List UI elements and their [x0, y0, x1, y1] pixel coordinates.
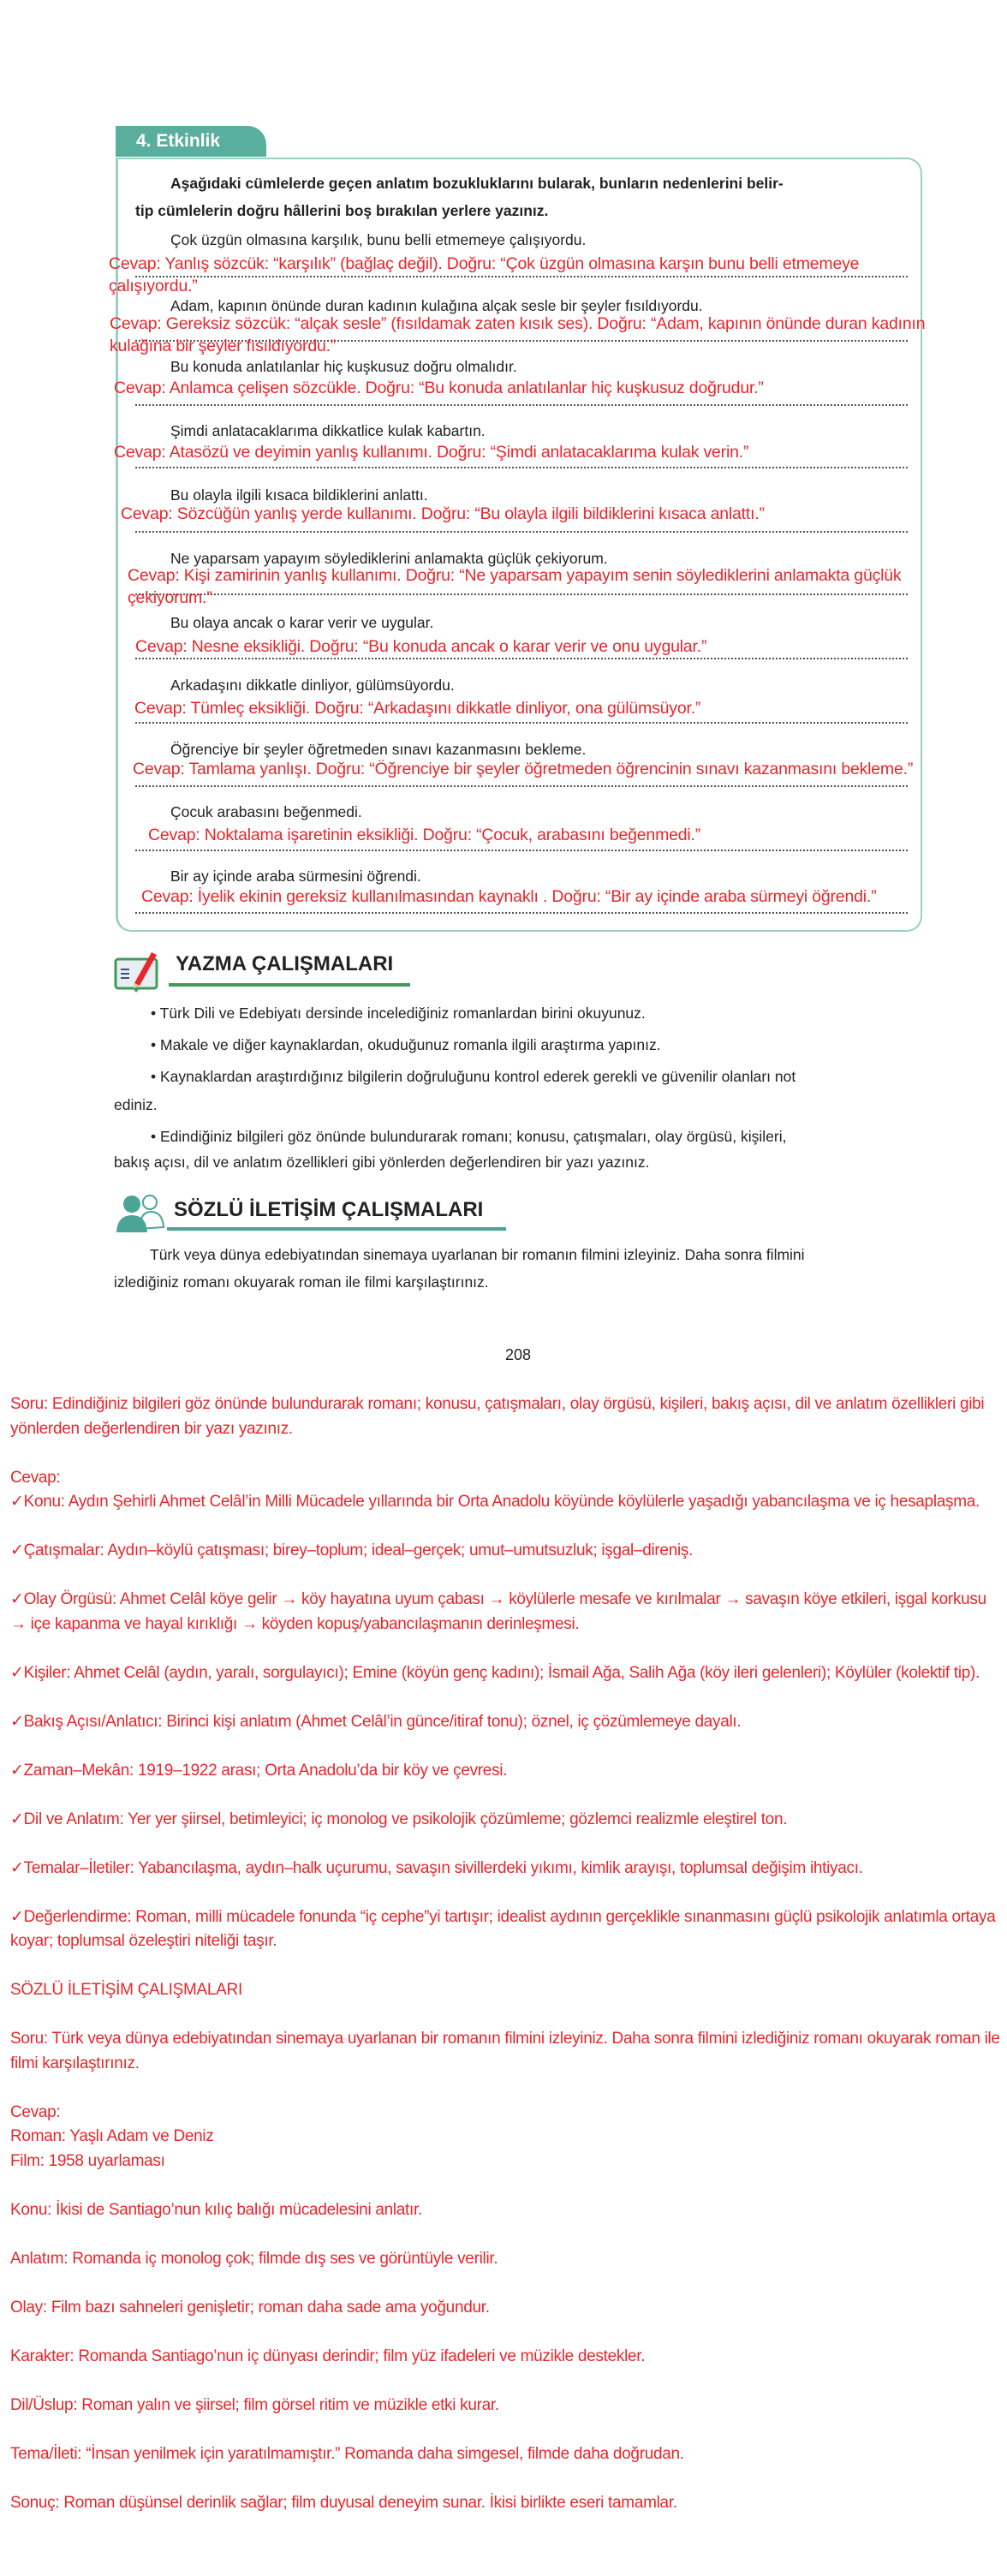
activity-answer-cont: çalışıyordu.”	[109, 277, 198, 295]
writing-answer-point: ✓Dil ve Anlatım: Yer yer şiirsel, betimleyici; iç monolog ve psikolojik çözümleme; gözlemci realizmle eleştirel ton.	[10, 1810, 788, 1828]
answer-dotted-line	[135, 722, 908, 724]
activity-answer: Cevap: Yanlış sözcük: “karşılık” (bağlaç değil). Doğru: “Çok üzgün olmasına karşın bunu belli etmemeye	[109, 254, 860, 273]
novel-name: Roman: Yaşlı Adam ve Deniz	[10, 2127, 214, 2145]
activity-answer: Cevap: Sözcüğün yanlış yerde kullanımı. Doğru: “Bu olayla ilgili bildiklerini kısaca anlattı.”	[121, 504, 765, 523]
activity-tab: 4. Etkinlik	[116, 126, 266, 157]
speaking-question: Soru: Türk veya dünya edebiyatından sinemaya uyarlanan bir romanın filmini izleyiniz. Daha sonra filmini izlediğiniz romanı okuyarak roman ile filmi karşılaştırınız.	[10, 2030, 1000, 2072]
speaking-text: izlediğiniz romanı okuyarak roman ile filmi karşılaştırınız.	[114, 1273, 489, 1291]
answer-dotted-line	[135, 593, 908, 595]
writing-title: YAZMA ÇALIŞMALARI	[176, 952, 394, 975]
activity-sentence: Çok üzgün olmasına karşılık, bunu belli etmemeye çalışıyordu.	[170, 231, 587, 248]
speaking-cevap-label: Cevap:	[10, 2102, 61, 2121]
activity-sentence: Öğrenciye bir şeyler öğretmeden sınavı kazanmasını bekleme.	[170, 741, 587, 758]
activity-answer-cont: kulağına bir şeyler fısıldıyordu.”	[110, 337, 337, 355]
comparison-point: Olay: Film bazı sahneleri genişletir; roman daha sade ama yoğundur.	[10, 2298, 490, 2317]
activity-answer-cont: çekiyorum.”	[128, 588, 212, 607]
speaking-title-underline	[167, 1227, 506, 1231]
speaking-text: Türk veya dünya edebiyatından sinemaya uyarlanan bir romanın filmini izleyiniz. Daha sonra filmini	[150, 1246, 805, 1263]
book-pencil-icon	[114, 949, 162, 993]
activity-sentence: Çocuk arabasını beğenmedi.	[170, 803, 362, 820]
writing-bullet: • Kaynaklardan araştırdığınız bilgilerin doğruluğunu kontrol ederek gerekli ve güvenilir olanları not	[151, 1068, 796, 1085]
activity-answer: Cevap: Gereksiz sözcük: “alçak sesle” (fısıldamak zaten kısık ses). Doğru: “Adam, kapının önünde duran kadının	[110, 314, 926, 333]
writing-answer-point: ✓Bakış Açısı/Anlatıcı: Birinci kişi anlatım (Ahmet Celâl’in günce/itiraf tonu); öznel, iç çözümlemeye dayalı.	[10, 1712, 742, 1731]
writing-bullet: • Edindiğiniz bilgileri göz önünde bulundurarak romanı; konusu, çatışmaları, olay örgüsü, kişileri,	[151, 1128, 787, 1145]
writing-answer-point: ✓Değerlendirme: Roman, milli mücadele fonunda “iç cephe”yi tartışır; idealist aydının gerçeklikle sınanmasını güçlü psikolojik anlatımla ortaya koyar; toplumsal özeleştiri niteliği taşır.	[10, 1907, 996, 1950]
writing-bullet: • Makale ve diğer kaynaklardan, okuduğunuz romanla ilgili araştırma yapınız.	[151, 1036, 661, 1053]
writing-answer-point: ✓Temalar–İletiler: Yabancılaşma, aydın–halk uçurumu, savaşın sivillerdeki yıkımı, kimlik arayışı, toplumsal değişim ihtiyacı.	[10, 1858, 863, 1877]
writing-bullet-cont: ediniz.	[114, 1096, 158, 1113]
writing-answer-point: ✓Kişiler: Ahmet Celâl (aydın, yaralı, sorgulayıcı); Emine (köyün genç kadını); İsmail Ağa, Salih Ağa (köy ileri gelenleri); Köylüler (kolektif tip).	[10, 1663, 980, 1682]
writing-question: Soru: Edindiğiniz bilgileri göz önünde bulundurarak romanı; konusu, çatışmaları, olay örgüsü, kişileri, bakış açısı, dil ve anlatım özellikleri gibi yönlerden değerlendiren bir yazı yazınız.	[10, 1395, 985, 1438]
comparison-point: Konu: İkisi de Santiago’nun kılıç balığı mücadelesini anlatır.	[10, 2200, 422, 2219]
activity-sentence: Adam, kapının önünde duran kadının kulağına alçak sesle bir şeyler fısıldıyordu.	[170, 297, 703, 314]
instruction-line: Aşağıdaki cümlelerde geçen anlatım bozukluklarını bularak, bunların nedenlerini belir-	[170, 175, 784, 192]
activity-sentence: Bir ay içinde araba sürmesini öğrendi.	[170, 868, 421, 885]
writing-answer-point: ✓Zaman–Mekân: 1919–1922 arası; Orta Anadolu’da bir köy ve çevresi.	[10, 1761, 508, 1780]
activity-sentence: Bu olaya ancak o karar verir ve uygular.	[170, 614, 434, 631]
speaking-heading: SÖZLÜ İLETİŞİM ÇALIŞMALARI	[10, 1981, 242, 1999]
answer-dotted-line	[135, 531, 908, 533]
activity-sentence: Ne yaparsam yapayım söylediklerini anlamakta güçlük çekiyorum.	[170, 550, 608, 567]
answer-dotted-line	[135, 658, 908, 659]
speaking-title: SÖZLÜ İLETİŞİM ÇALIŞMALARI	[174, 1198, 484, 1221]
instruction-line: tip cümlelerin doğru hâllerini boş bırakılan yerlere yazınız.	[135, 202, 549, 219]
activity-answer: Cevap: Tümleç eksikliği. Doğru: “Arkadaşını dikkatle dinliyor, ona gülümsüyor.”	[134, 699, 701, 718]
comparison-point: Dil/Üslup: Roman yalın ve şiirsel; film görsel ritim ve müzikle etki kurar.	[10, 2395, 499, 2414]
activity-answer: Cevap: Nesne eksikliği. Doğru: “Bu konuda ancak o karar verir ve onu uygular.”	[135, 637, 707, 656]
answer-dotted-line	[135, 850, 908, 851]
writing-bullet: • Türk Dili ve Edebiyatı dersinde incelediğiniz romanlardan birini okuyunuz.	[151, 1005, 646, 1022]
comparison-point: Anlatım: Romanda iç monolog çok; filmde dış ses ve görüntüyle verilir.	[10, 2249, 498, 2268]
activity-answer: Cevap: Noktalama işaretinin eksikliği. Doğru: “Çocuk, arabasını beğenmedi.”	[148, 826, 701, 844]
people-icon	[115, 1193, 166, 1234]
activity-answer: Cevap: Atasözü ve deyimin yanlış kullanımı. Doğru: “Şimdi anlatacaklarıma kulak verin.”	[114, 443, 749, 462]
activity-sentence: Bu konuda anlatılanlar hiç kuşkusuz doğru olmalıdır.	[170, 358, 517, 375]
film-name: Film: 1958 uyarlaması	[10, 2151, 165, 2170]
comparison-point: Sonuç: Roman düşünsel derinlik sağlar; film duyusal deneyim sunar. İkisi birlikte eseri tamamlar.	[10, 2493, 677, 2512]
activity-answer: Cevap: İyelik ekinin gereksiz kullanılmasından kaynaklı . Doğru: “Bir ay içinde araba sürmeyi öğrendi.”	[141, 887, 877, 906]
writing-answer-point: ✓Konu: Aydın Şehirli Ahmet Celâl’in Milli Mücadele yıllarında bir Orta Anadolu köyünde köylülerle yaşadığı yabancılaşma ve iç hesaplaşma.	[10, 1493, 980, 1511]
writing-cevap-label: Cevap:	[10, 1468, 61, 1487]
activity-answer: Cevap: Kişi zamirinin yanlış kullanımı. Doğru: “Ne yaparsam yapayım senin söylediklerini anlamakta güçlük	[128, 566, 902, 585]
activity-sentence: Arkadaşını dikkatle dinliyor, gülümsüyordu.	[170, 677, 455, 694]
activity-sentence: Şimdi anlatacaklarıma dikkatlice kulak kabartın.	[170, 422, 486, 439]
activity-sentence: Bu olayla ilgili kısaca bildiklerini anlattı.	[170, 486, 428, 504]
answer-dotted-line	[135, 467, 908, 468]
answer-dotted-line	[135, 912, 908, 914]
answers-section	[10, 1392, 1004, 2540]
page-number: 208	[504, 1346, 532, 1363]
activity-answer: Cevap: Tamlama yanlışı. Doğru: “Öğrenciye bir şeyler öğretmeden öğrencinin sınavı kazanmasını bekleme.”	[133, 760, 914, 778]
answer-dotted-line	[135, 404, 908, 406]
activity-instruction	[135, 170, 915, 224]
answer-dotted-line	[135, 785, 908, 787]
writing-answer-point: ✓Olay Örgüsü: Ahmet Celâl köye gelir → köy hayatına uyum çabası → köylülerle mesafe ve kırılmalar → savaşın köye etkileri, işgal korkusu → içe kapanma ve hayal kırıklığı → köyden kopuş/yabancılaşmanın derinleşmesi.	[10, 1590, 986, 1633]
writing-bullet-cont: bakış açısı, dil ve anlatım özellikleri gibi yönlerden değerlendiren bir yazı yazınız.	[114, 1154, 650, 1171]
writing-title-underline	[169, 983, 410, 987]
writing-answer-point: ✓Çatışmalar: Aydın–köylü çatışması; birey–toplum; ideal–gerçek; umut–umutsuzluk; işgal–direniş.	[10, 1541, 694, 1559]
activity-answer: Cevap: Anlamca çelişen sözcükle. Doğru: “Bu konuda anlatılanlar hiç kuşkusuz doğrudur.”	[114, 379, 764, 397]
comparison-point: Tema/İleti: “İnsan yenilmek için yaratılmamıştır.” Romanda daha simgesel, filmde daha doğrudan.	[10, 2444, 684, 2463]
answer-dotted-line	[135, 276, 908, 277]
comparison-point: Karakter: Romanda Santiago’nun iç dünyası derindir; film yüz ifadeleri ve müzikle destekler.	[10, 2346, 646, 2365]
